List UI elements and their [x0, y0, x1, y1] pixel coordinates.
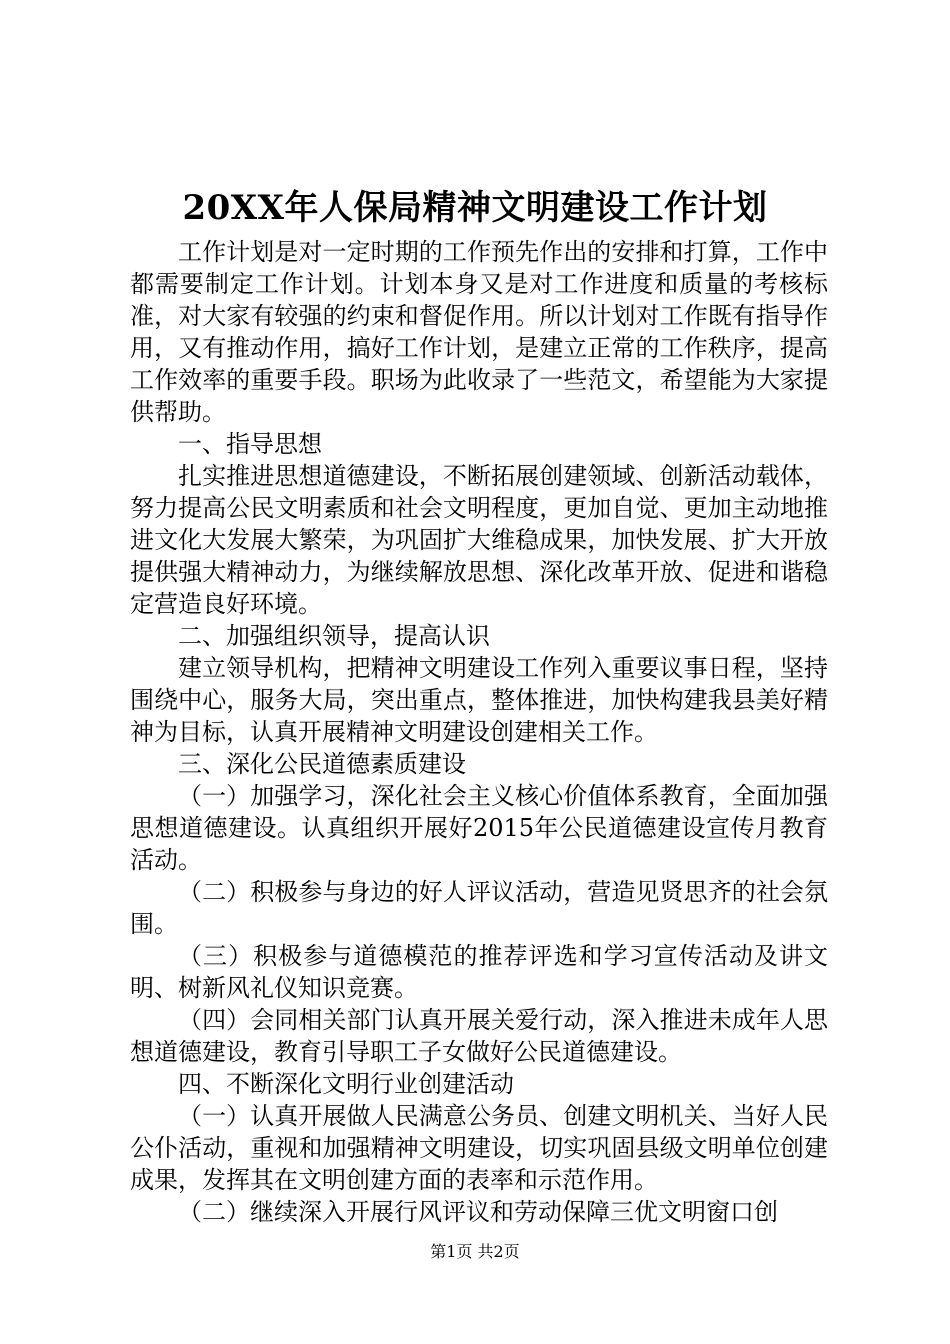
body-paragraph: （四）会同相关部门认真开展关爱行动，深入推进未成年人思想道德建设，教育引导职工子女做好公民道德建设。 [130, 1006, 828, 1066]
section-heading-1: 一、指导思想 [178, 430, 322, 458]
body-paragraph: （三）积极参与道德模范的推荐评选和学习宣传活动及讲文明、树新风礼仪知识竞赛。 [130, 942, 828, 1002]
document-body [130, 236, 828, 1228]
body-paragraph: 建立领导机构，把精神文明建设工作列入重要议事日程，坚持围绕中心，服务大局，突出重点，整体推进，加快构建我县美好精神为目标，认真开展精神文明建设创建相关工作。 [130, 654, 828, 746]
document-title: 20XX年人保局精神文明建设工作计划 [182, 188, 768, 228]
section-heading-2: 二、加强组织领导，提高认识 [178, 622, 490, 650]
section-heading-3: 三、深化公民道德素质建设 [178, 750, 466, 778]
body-paragraph: （二）继续深入开展行风评议和劳动保障三优文明窗口创 [178, 1198, 778, 1226]
section-heading-4: 四、不断深化文明行业创建活动 [178, 1070, 514, 1098]
intro-paragraph: 工作计划是对一定时期的工作预先作出的安排和打算，工作中都需要制定工作计划。计划本身又是对工作进度和质量的考核标准，对大家有较强的约束和督促作用。所以计划对工作既有指导作用，又有推动作用，搞好工作计划，是建立正常的工作秩序，提高工作效率的重要手段。职场为此收录了一些范文，希望能为大家提供帮助。 [130, 238, 828, 426]
body-paragraph: （二）积极参与身边的好人评议活动，营造见贤思齐的社会氛围。 [130, 878, 828, 938]
page-footer: 第1页 共2页 [430, 1242, 520, 1261]
body-paragraph: （一）认真开展做人民满意公务员、创建文明机关、当好人民公仆活动，重视和加强精神文明建设，切实巩固县级文明单位创建成果，发挥其在文明创建方面的表率和示范作用。 [130, 1102, 828, 1194]
body-paragraph: 扎实推进思想道德建设，不断拓展创建领域、创新活动载体，努力提高公民文明素质和社会文明程度，更加自觉、更加主动地推进文化大发展大繁荣，为巩固扩大维稳成果，加快发展、扩大开放提供强大精神动力，为继续解放思想、深化改革开放、促进和谐稳定营造良好环境。 [130, 462, 828, 618]
body-paragraph: （一）加强学习，深化社会主义核心价值体系教育，全面加强思想道德建设。认真组织开展好2015年公民道德建设宣传月教育活动。 [130, 782, 828, 874]
